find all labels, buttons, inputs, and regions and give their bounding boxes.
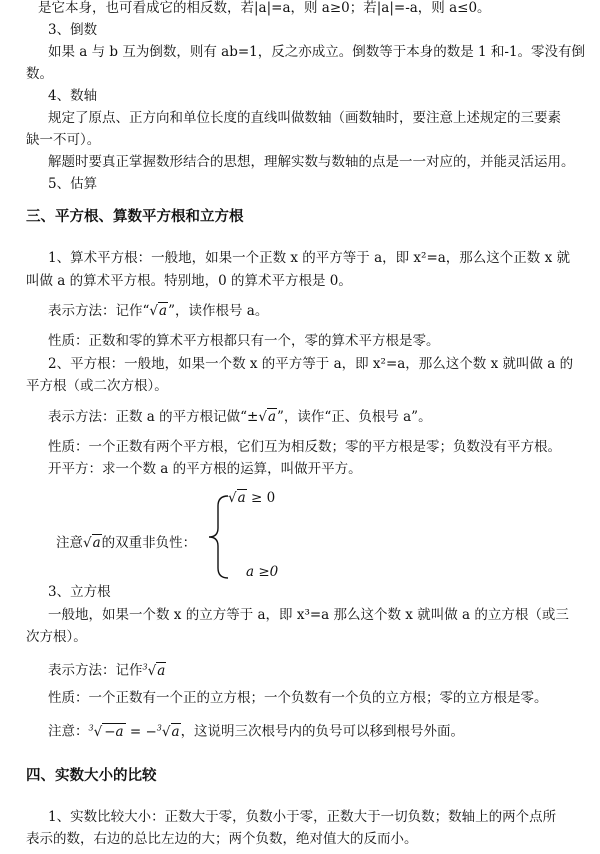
equals-minus: = −	[129, 723, 157, 740]
text-fragment: 的双重非负性：	[101, 535, 197, 551]
note-line	[56, 534, 196, 552]
text-line: 性质：一个正数有两个平方根，它们互为相反数；零的平方根是零；负数没有平方根。	[48, 439, 561, 455]
text-fragment: 注意：	[48, 723, 89, 740]
radicand: a	[159, 303, 168, 319]
text-line: 数。	[26, 66, 53, 82]
cube-root-equation	[89, 724, 181, 740]
cube-root-a	[143, 663, 167, 679]
radical-sign: √	[149, 303, 159, 319]
text-line: 表示的数，右边的总比左边的大；两个负数，绝对值大的反而小。	[26, 831, 418, 847]
text-line	[48, 302, 268, 320]
text-fragment: ，这说明三次根号内的负号可以移到根号外面。	[180, 723, 465, 740]
text-fragment: ”，读作根号 a。	[168, 303, 269, 319]
item-heading: 4、数轴	[48, 88, 98, 104]
text-fragment: ”，读作“正、负根号 a”。	[277, 409, 432, 425]
text-line: 次方根）。	[26, 629, 87, 645]
radical-sign: √	[83, 535, 92, 551]
text-fragment: 注意	[56, 535, 83, 551]
text-line: 平方根（或二次方根）。	[26, 378, 168, 394]
text-line: 开平方：求一个数 a 的平方根的运算，叫做开平方。	[48, 461, 362, 477]
radicand: a	[171, 723, 180, 740]
text-line: 性质：正数和零的算术平方根都只有一个，零的算术平方根是零。	[48, 333, 440, 349]
item-heading: 3、立方根	[48, 584, 111, 600]
radicand: a	[92, 535, 101, 551]
text-line: 如果 a 与 b 互为倒数，则有 ab=1，反之亦成立。倒数等于本身的数是 1 和-1。零没有倒	[48, 44, 586, 60]
text-fragment: 表示方法：记作“	[48, 303, 150, 319]
text-line: 是它本身，也可看成它的相反数，若|a|=a，则 a≥0；若|a|=-a，则 a≤0。	[38, 0, 491, 16]
text-line: 解题时要真正掌握数形结合的思想，理解实数与数轴的点是一一对应的，并能灵活运用。	[48, 154, 575, 170]
brace-top-condition	[228, 489, 275, 507]
radicand: −a	[104, 723, 124, 740]
curly-brace-icon	[206, 494, 230, 580]
text-line: 2、平方根：一般地，如果一个数 x 的平方等于 a，即 x²=a，那么这个数 x 就叫做 a 的	[48, 356, 574, 372]
plus-minus-sqrt-a	[258, 408, 277, 425]
text-line	[48, 408, 432, 426]
text-line: 性质：一个正数有一个正的立方根；一个负数有一个负的立方根；零的立方根是零。	[48, 690, 548, 706]
radical-sign: √	[161, 723, 171, 740]
section-heading: 三、平方根、算数平方根和立方根	[26, 209, 244, 225]
text-line: 1、实数比较大小：正数大于零，负数小于零，正数大于一切负数；数轴上的两个点所	[48, 809, 557, 825]
brace-bottom-condition: a ≥0	[246, 564, 279, 580]
radicand: a	[267, 409, 277, 425]
text-line: 1、算术平方根：一般地，如果一个正数 x 的平方等于 a，即 x²=a，那么这个正数 x 就	[48, 250, 570, 266]
text-line: 叫做 a 的算术平方根。特别地，0 的算术平方根是 0。	[26, 273, 352, 289]
condition-text: ≥ 0	[250, 490, 276, 506]
text-line: 规定了原点、正方向和单位长度的直线叫做数轴（画数轴时，要注意上述规定的三要素	[48, 110, 561, 126]
radical-sign: √	[258, 409, 267, 425]
text-line: 一般地，如果一个数 x 的立方等于 a，即 x³=a 那么这个数 x 就叫做 a 的立方根（或三	[48, 607, 569, 623]
item-heading: 3、倒数	[48, 22, 98, 38]
radicand: a	[237, 490, 246, 506]
text-line	[48, 719, 464, 741]
text-line: 缺一不可）。	[26, 132, 101, 148]
text-line	[48, 658, 166, 680]
section-heading: 四、实数大小的比较	[26, 768, 157, 784]
item-heading: 5、估算	[48, 176, 98, 192]
radicand: a	[157, 662, 166, 679]
text-fragment: 表示方法：正数 a 的平方根记做“±	[48, 409, 259, 425]
radical-sign: √	[228, 490, 237, 506]
radical-sign: √	[93, 723, 103, 740]
root-index: 3	[88, 723, 94, 732]
root-index: 3	[142, 662, 148, 671]
sqrt-a-formula	[149, 302, 168, 319]
text-fragment: 表示方法：记作	[48, 662, 143, 679]
radical-sign: √	[147, 662, 157, 679]
root-index: 3	[156, 723, 162, 732]
